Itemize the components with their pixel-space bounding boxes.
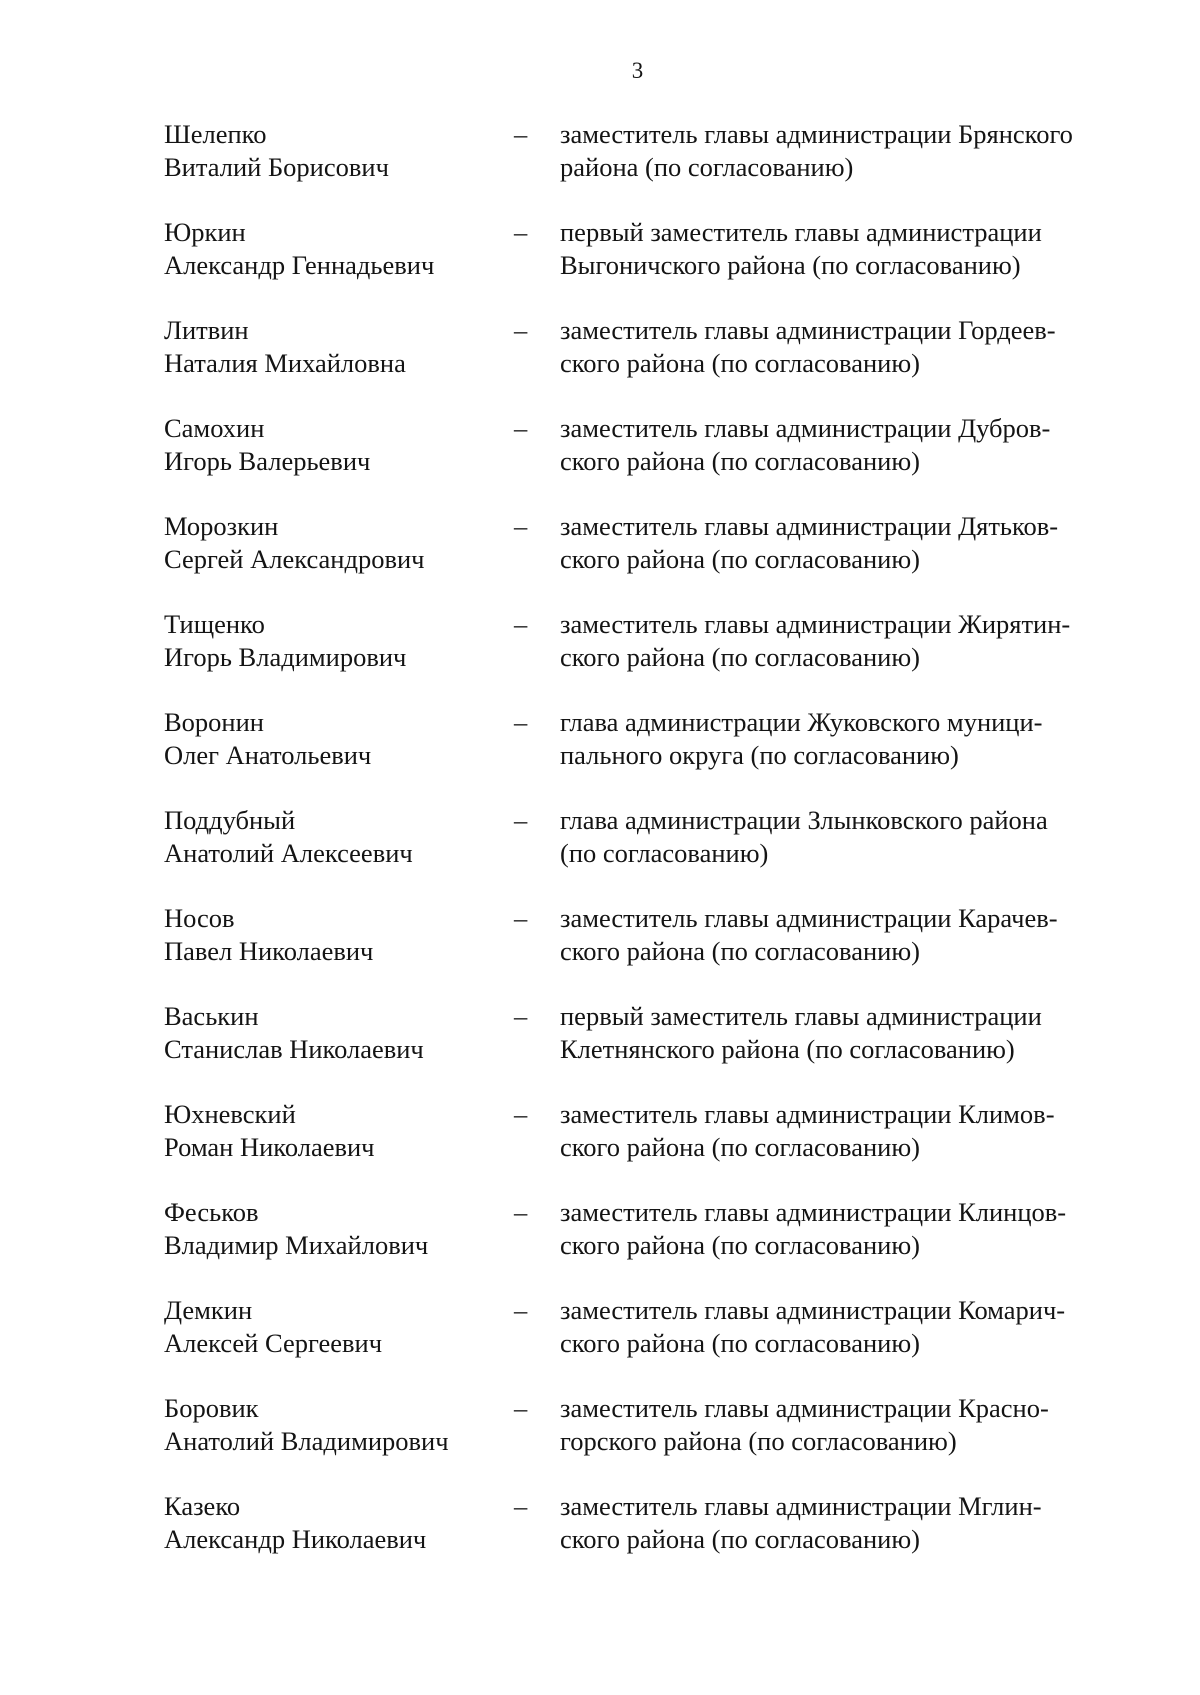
position-line: заместитель главы администрации Красно- bbox=[560, 1393, 1049, 1423]
position-line: ского района (по согласованию) bbox=[560, 1131, 920, 1162]
list-item bbox=[0, 706, 1200, 804]
person-name bbox=[164, 1294, 494, 1359]
person-given-names: Александр Николаевич bbox=[164, 1523, 427, 1554]
page-number: 3 bbox=[631, 58, 644, 83]
list-item bbox=[0, 1098, 1200, 1196]
separator-dash: – bbox=[514, 805, 528, 835]
person-given-names: Игорь Владимирович bbox=[164, 641, 407, 672]
list-item bbox=[0, 510, 1200, 608]
position-line: ского района (по согласованию) bbox=[560, 347, 920, 378]
person-given-names: Владимир Михайлович bbox=[164, 1229, 429, 1260]
separator-dash: – bbox=[514, 1491, 528, 1521]
person-given-names: Анатолий Алексеевич bbox=[164, 837, 413, 868]
position-line: глава администрации Жуковского муници- bbox=[560, 707, 1043, 737]
separator-dash: – bbox=[514, 217, 528, 247]
position-line: горского района (по согласованию) bbox=[560, 1425, 957, 1456]
position-line: заместитель главы администрации Брянского bbox=[560, 119, 1073, 149]
person-name bbox=[164, 804, 494, 869]
position-line: заместитель главы администрации Климов- bbox=[560, 1099, 1055, 1129]
person-position bbox=[560, 1490, 1120, 1555]
person-surname: Носов bbox=[164, 903, 235, 933]
position-line: заместитель главы администрации Карачев- bbox=[560, 903, 1058, 933]
position-line: заместитель главы администрации Дубров- bbox=[560, 413, 1051, 443]
separator-dash: – bbox=[514, 609, 528, 639]
person-name bbox=[164, 412, 494, 477]
list-item bbox=[0, 1392, 1200, 1490]
person-position bbox=[560, 216, 1120, 281]
separator-dash: – bbox=[514, 1001, 528, 1031]
person-position bbox=[560, 1196, 1120, 1261]
person-surname: Поддубный bbox=[164, 805, 296, 835]
person-surname: Казеко bbox=[164, 1491, 241, 1521]
separator-dash: – bbox=[514, 413, 528, 443]
person-name bbox=[164, 118, 494, 183]
list-item bbox=[0, 804, 1200, 902]
person-name bbox=[164, 706, 494, 771]
person-given-names: Игорь Валерьевич bbox=[164, 445, 371, 476]
position-line: ского района (по согласованию) bbox=[560, 1229, 920, 1260]
person-given-names: Станислав Николаевич bbox=[164, 1033, 424, 1064]
position-line: первый заместитель главы администрации bbox=[560, 1001, 1042, 1031]
person-position bbox=[560, 510, 1120, 575]
person-surname: Морозкин bbox=[164, 511, 279, 541]
list-item bbox=[0, 608, 1200, 706]
person-surname: Демкин bbox=[164, 1295, 253, 1325]
person-position bbox=[560, 1000, 1120, 1065]
list-item bbox=[0, 902, 1200, 1000]
position-line: Выгоничского района (по согласованию) bbox=[560, 249, 1021, 280]
person-position bbox=[560, 1098, 1120, 1163]
person-given-names: Наталия Михайловна bbox=[164, 347, 406, 378]
person-name bbox=[164, 1490, 494, 1555]
separator-dash: – bbox=[514, 1295, 528, 1325]
position-line: заместитель главы администрации Клинцов- bbox=[560, 1197, 1067, 1227]
list-item bbox=[0, 314, 1200, 412]
person-surname: Литвин bbox=[164, 315, 249, 345]
person-given-names: Олег Анатольевич bbox=[164, 739, 372, 770]
person-surname: Боровик bbox=[164, 1393, 259, 1423]
person-position bbox=[560, 314, 1120, 379]
person-surname: Самохин bbox=[164, 413, 265, 443]
person-position bbox=[560, 902, 1120, 967]
position-line: первый заместитель главы администрации bbox=[560, 217, 1042, 247]
separator-dash: – bbox=[514, 1393, 528, 1423]
person-given-names: Анатолий Владимирович bbox=[164, 1425, 449, 1456]
person-position bbox=[560, 1294, 1120, 1359]
separator-dash: – bbox=[514, 903, 528, 933]
position-line: заместитель главы администрации Мглин- bbox=[560, 1491, 1042, 1521]
separator-dash: – bbox=[514, 511, 528, 541]
person-given-names: Сергей Александрович bbox=[164, 543, 425, 574]
position-line: ского района (по согласованию) bbox=[560, 935, 920, 966]
person-given-names: Алексей Сергеевич bbox=[164, 1327, 383, 1358]
person-surname: Тищенко bbox=[164, 609, 265, 639]
separator-dash: – bbox=[514, 1099, 528, 1129]
members-list bbox=[0, 118, 1200, 1588]
position-line: (по согласованию) bbox=[560, 837, 769, 868]
person-position bbox=[560, 412, 1120, 477]
person-given-names: Виталий Борисович bbox=[164, 151, 389, 182]
person-name bbox=[164, 902, 494, 967]
position-line: заместитель главы администрации Дятьков- bbox=[560, 511, 1059, 541]
position-line: ского района (по согласованию) bbox=[560, 641, 920, 672]
person-name bbox=[164, 216, 494, 281]
person-given-names: Александр Геннадьевич bbox=[164, 249, 435, 280]
person-surname: Юркин bbox=[164, 217, 246, 247]
person-surname: Васькин bbox=[164, 1001, 259, 1031]
position-line: ского района (по согласованию) bbox=[560, 1327, 920, 1358]
list-item bbox=[0, 1196, 1200, 1294]
position-line: заместитель главы администрации Жирятин- bbox=[560, 609, 1071, 639]
person-position bbox=[560, 608, 1120, 673]
separator-dash: – bbox=[514, 1197, 528, 1227]
person-name bbox=[164, 314, 494, 379]
position-line: пального округа (по согласованию) bbox=[560, 739, 959, 770]
person-name bbox=[164, 1392, 494, 1457]
person-name bbox=[164, 1000, 494, 1065]
person-given-names: Павел Николаевич bbox=[164, 935, 374, 966]
person-name bbox=[164, 608, 494, 673]
person-position bbox=[560, 804, 1120, 869]
list-item bbox=[0, 1000, 1200, 1098]
person-position bbox=[560, 706, 1120, 771]
list-item bbox=[0, 118, 1200, 216]
list-item bbox=[0, 412, 1200, 510]
separator-dash: – bbox=[514, 315, 528, 345]
person-name bbox=[164, 1196, 494, 1261]
position-line: ского района (по согласованию) bbox=[560, 445, 920, 476]
person-surname: Воронин bbox=[164, 707, 264, 737]
position-line: района (по согласованию) bbox=[560, 151, 854, 182]
list-item bbox=[0, 1294, 1200, 1392]
person-position bbox=[560, 118, 1120, 183]
separator-dash: – bbox=[514, 119, 528, 149]
person-given-names: Роман Николаевич bbox=[164, 1131, 375, 1162]
position-line: глава администрации Злынковского района bbox=[560, 805, 1048, 835]
list-item bbox=[0, 1490, 1200, 1588]
person-position bbox=[560, 1392, 1120, 1457]
person-name bbox=[164, 510, 494, 575]
position-line: Клетнянского района (по согласованию) bbox=[560, 1033, 1015, 1064]
person-surname: Юхневский bbox=[164, 1099, 296, 1129]
separator-dash: – bbox=[514, 707, 528, 737]
position-line: ского района (по согласованию) bbox=[560, 543, 920, 574]
list-item bbox=[0, 216, 1200, 314]
position-line: ского района (по согласованию) bbox=[560, 1523, 920, 1554]
person-surname: Феськов bbox=[164, 1197, 259, 1227]
person-surname: Шелепко bbox=[164, 119, 267, 149]
person-name bbox=[164, 1098, 494, 1163]
position-line: заместитель главы администрации Комарич- bbox=[560, 1295, 1066, 1325]
position-line: заместитель главы администрации Гордеев- bbox=[560, 315, 1056, 345]
